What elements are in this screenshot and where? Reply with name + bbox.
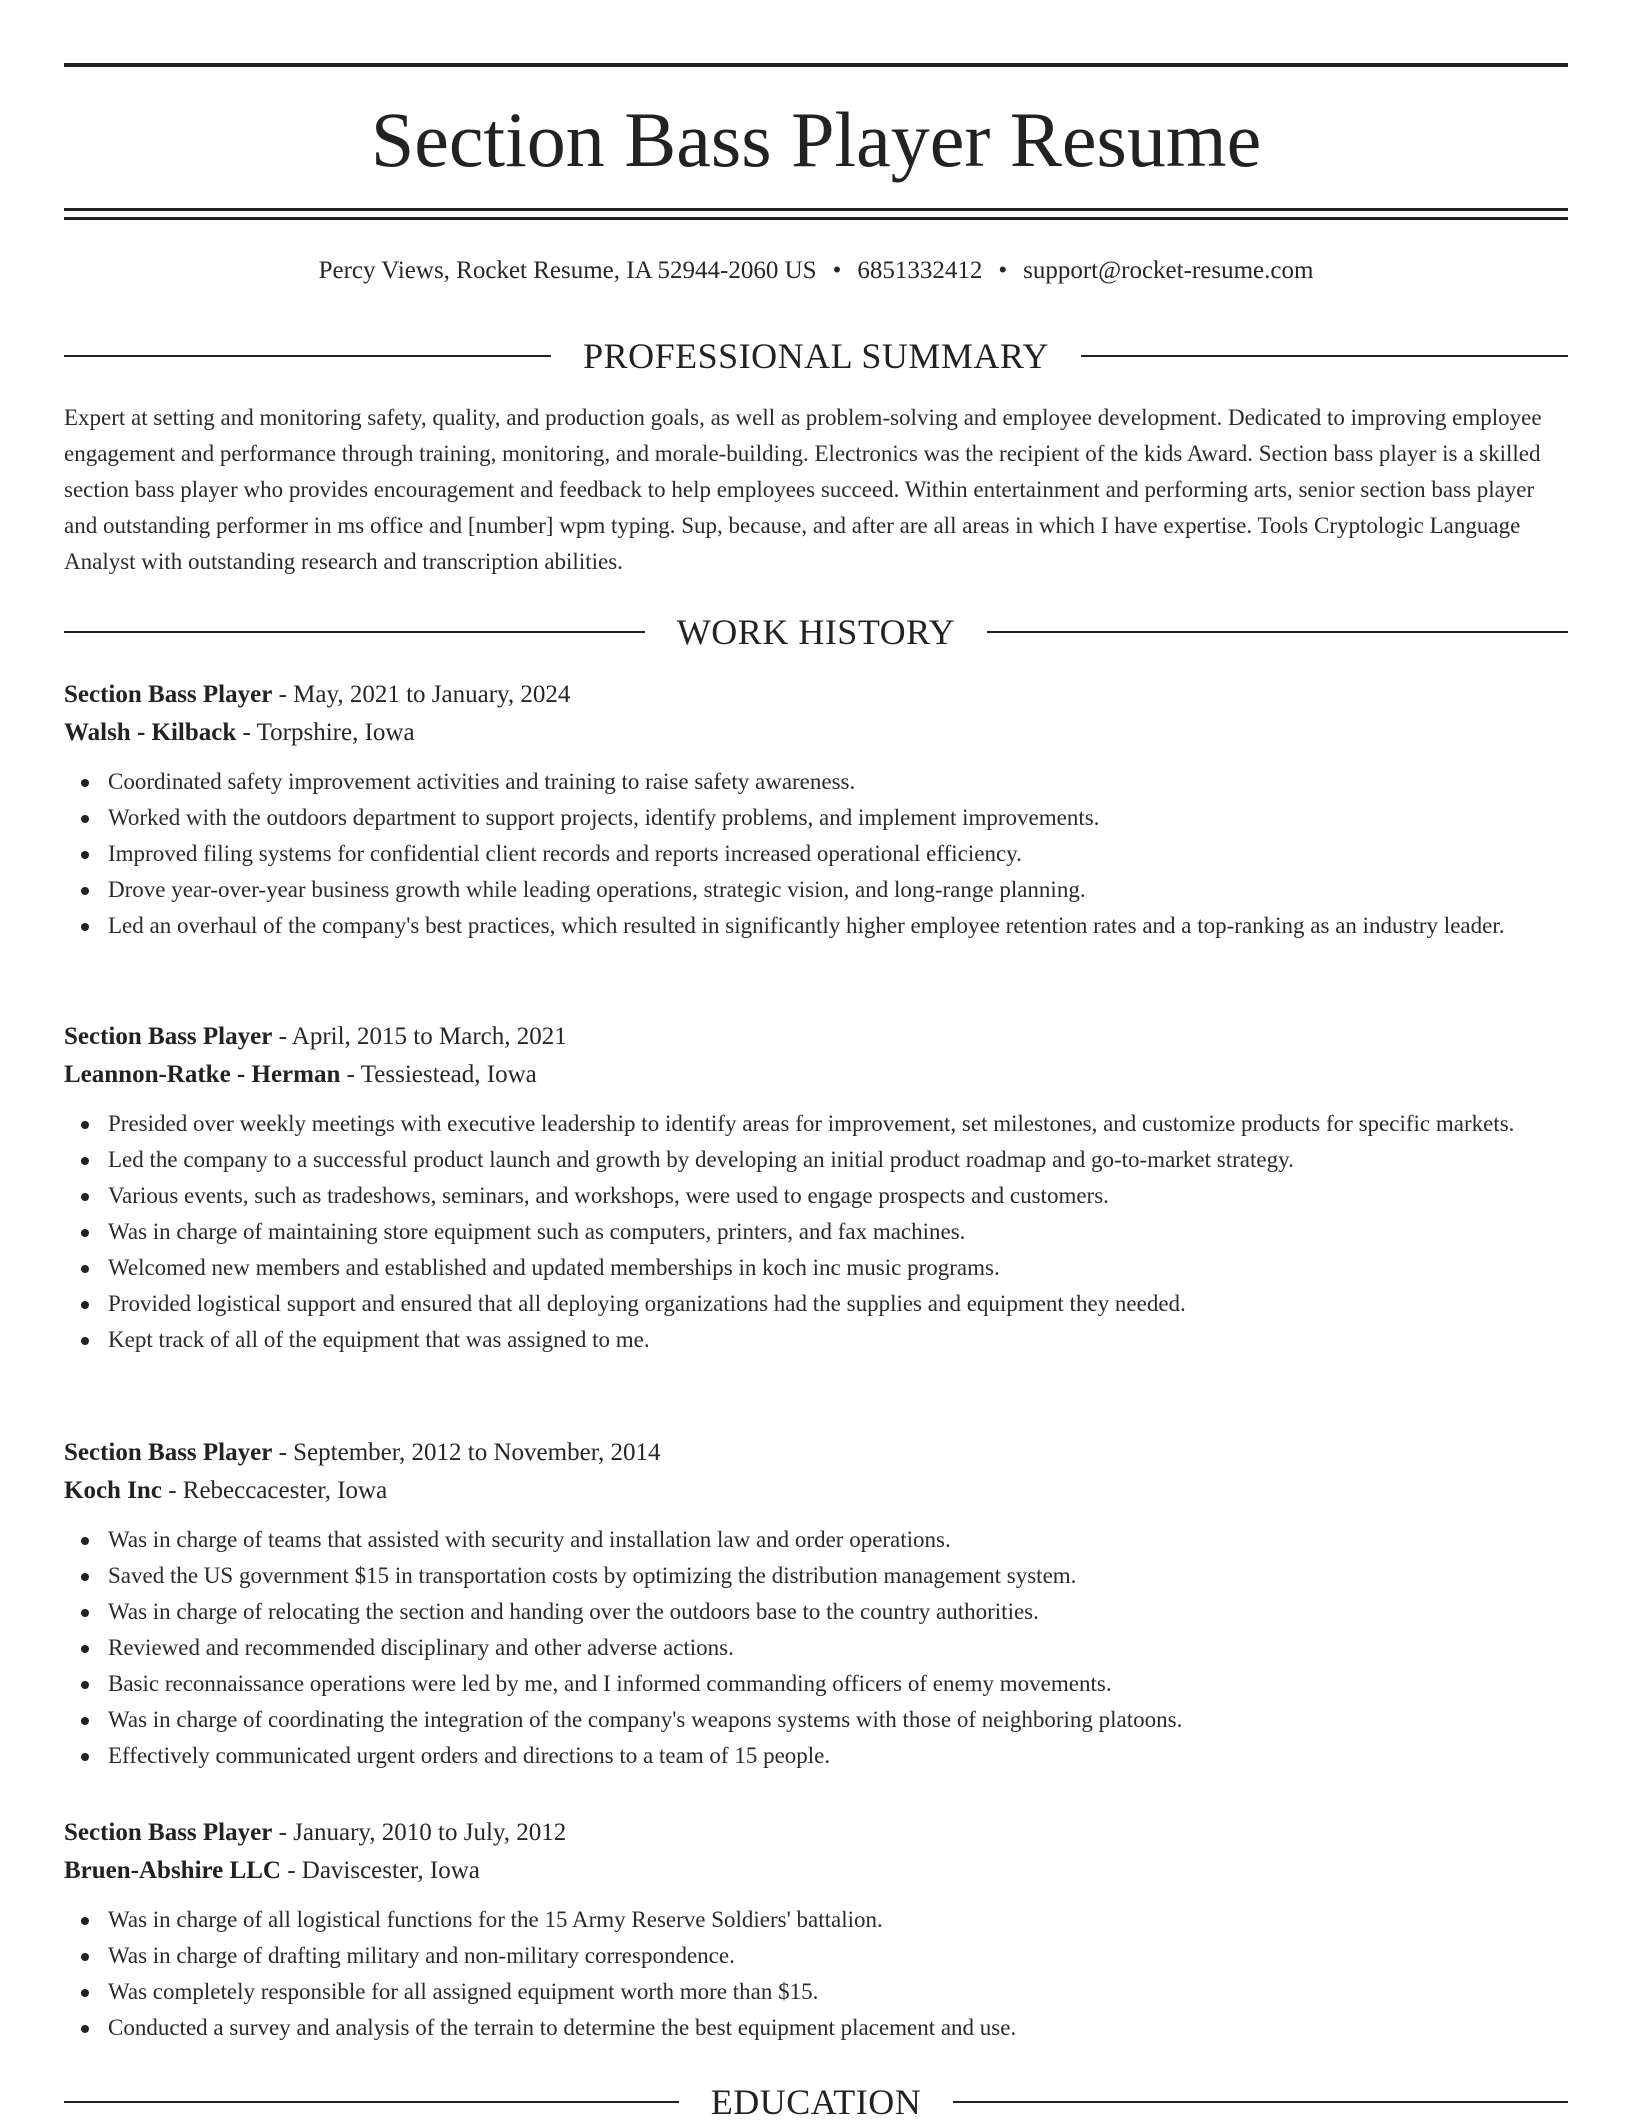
job-company-line	[64, 1472, 1568, 1510]
list-item: Worked with the outdoors department to support projects, identify problems, and implement improvements.	[108, 800, 1568, 836]
job-company-line	[64, 1852, 1568, 1890]
list-item: Various events, such as tradeshows, seminars, and workshops, were used to engage prospects and customers.	[108, 1178, 1568, 1214]
job-bullets	[64, 764, 1568, 944]
section-heading-label: WORK HISTORY	[676, 612, 956, 652]
list-item: Was in charge of maintaining store equipment such as computers, printers, and fax machines.	[108, 1214, 1568, 1250]
heading-rule-left	[64, 2101, 679, 2103]
list-item: Was in charge of all logistical functions for the 15 Army Reserve Soldiers' battalion.	[108, 1902, 1568, 1938]
heading-rule-right	[987, 631, 1568, 633]
list-item: Improved filing systems for confidential client records and reports increased operational efficiency.	[108, 836, 1568, 872]
job-bullets	[64, 1522, 1568, 1774]
job-dates: - January, 2010 to July, 2012	[272, 1819, 567, 1846]
job-title: Section Bass Player	[64, 681, 273, 708]
list-item: Was in charge of relocating the section and handing over the outdoors base to the country authorities.	[108, 1594, 1568, 1630]
job-entry	[64, 1434, 1568, 1774]
list-item: Saved the US government $15 in transportation costs by optimizing the distribution management system.	[108, 1558, 1568, 1594]
job-title: Section Bass Player	[64, 1439, 273, 1466]
list-item: Provided logistical support and ensured that all deploying organizations had the supplies and equipment they needed.	[108, 1286, 1568, 1322]
job-location: - Rebeccacester, Iowa	[161, 1477, 388, 1504]
heading-rule-left	[64, 631, 645, 633]
section-heading-label: EDUCATION	[710, 2082, 922, 2122]
job-dates: - April, 2015 to March, 2021	[272, 1023, 567, 1050]
list-item: Led the company to a successful product launch and growth by developing an initial product roadmap and go-to-market strategy.	[108, 1142, 1568, 1178]
section-heading-label: PROFESSIONAL SUMMARY	[583, 336, 1049, 376]
job-location: - Torpshire, Iowa	[236, 719, 415, 746]
list-item: Welcomed new members and established and updated memberships in koch inc music programs.	[108, 1250, 1568, 1286]
job-title: Section Bass Player	[64, 1819, 273, 1846]
job-entry	[64, 1814, 1568, 2046]
list-item: Presided over weekly meetings with executive leadership to identify areas for improvement, set milestones, and customize products for specific markets.	[108, 1106, 1568, 1142]
title-double-rule	[64, 208, 1568, 220]
contact-separator: •	[998, 257, 1008, 284]
list-item: Drove year-over-year business growth while leading operations, strategic vision, and long-range planning.	[108, 872, 1568, 908]
job-title-line	[64, 1814, 1568, 1852]
section-heading-education	[64, 2080, 1568, 2124]
job-bullets	[64, 1106, 1568, 1358]
job-company-line	[64, 1056, 1568, 1094]
section-heading-work-history	[64, 610, 1568, 654]
contact-line	[64, 254, 1568, 288]
list-item: Effectively communicated urgent orders and directions to a team of 15 people.	[108, 1738, 1568, 1774]
job-company: Walsh - Kilback	[64, 719, 237, 746]
list-item: Conducted a survey and analysis of the terrain to determine the best equipment placement and use.	[108, 2010, 1568, 2046]
list-item: Led an overhaul of the company's best practices, which resulted in significantly higher employee retention rates and a top-ranking as an industry leader.	[108, 908, 1568, 944]
job-location: - Tessiestead, Iowa	[340, 1061, 537, 1088]
job-title-line	[64, 1018, 1568, 1056]
list-item: Was in charge of teams that assisted with security and installation law and order operations.	[108, 1522, 1568, 1558]
heading-rule-right	[953, 2101, 1568, 2103]
job-entry	[64, 676, 1568, 944]
section-heading-professional-summary	[64, 334, 1568, 378]
job-bullets	[64, 1902, 1568, 2046]
job-title-line	[64, 676, 1568, 714]
contact-phone: 6851332412	[857, 257, 983, 284]
list-item: Kept track of all of the equipment that was assigned to me.	[108, 1322, 1568, 1358]
heading-rule-right	[1081, 355, 1568, 357]
list-item: Coordinated safety improvement activities and training to raise safety awareness.	[108, 764, 1568, 800]
list-item: Was in charge of coordinating the integration of the company's weapons systems with those of neighboring platoons.	[108, 1702, 1568, 1738]
job-title: Section Bass Player	[64, 1023, 273, 1050]
job-company: Leannon-Ratke - Herman	[64, 1061, 341, 1088]
list-item: Was in charge of drafting military and non-military correspondence.	[108, 1938, 1568, 1974]
page-title: Section Bass Player Resume	[370, 96, 1262, 183]
job-location: - Daviscester, Iowa	[280, 1857, 480, 1884]
job-dates: - May, 2021 to January, 2024	[272, 681, 571, 708]
job-dates: - September, 2012 to November, 2014	[272, 1439, 661, 1466]
list-item: Reviewed and recommended disciplinary and other adverse actions.	[108, 1630, 1568, 1666]
contact-email: support@rocket-resume.com	[1023, 257, 1314, 284]
contact-separator: •	[832, 257, 842, 284]
top-rule	[64, 63, 1568, 67]
list-item: Basic reconnaissance operations were led by me, and I informed commanding officers of enemy movements.	[108, 1666, 1568, 1702]
list-item: Was completely responsible for all assigned equipment worth more than $15.	[108, 1974, 1568, 2010]
heading-rule-left	[64, 355, 551, 357]
contact-address: Percy Views, Rocket Resume, IA 52944-2060 US	[318, 257, 817, 284]
job-title-line	[64, 1434, 1568, 1472]
professional-summary-text: Expert at setting and monitoring safety, quality, and production goals, as well as problem-solving and employee development. Dedicated to improving employee engagement and performance through training, monitoring, and morale-building. Electronics was the recipient of the kids Award. Section bass player is a skilled section bass player who provides encouragement and feedback to help employees succeed. Within entertainment and performing arts, senior section bass player and outstanding performer in ms office and [number] wpm typing. Sup, because, and after are all areas in which I have expertise. Tools Cryptologic Language Analyst with outstanding research and transcription abilities.	[64, 405, 1542, 574]
job-company: Koch Inc	[64, 1477, 162, 1504]
job-entry	[64, 1018, 1568, 1358]
job-company: Bruen-Abshire LLC	[64, 1857, 281, 1884]
job-company-line	[64, 714, 1568, 752]
